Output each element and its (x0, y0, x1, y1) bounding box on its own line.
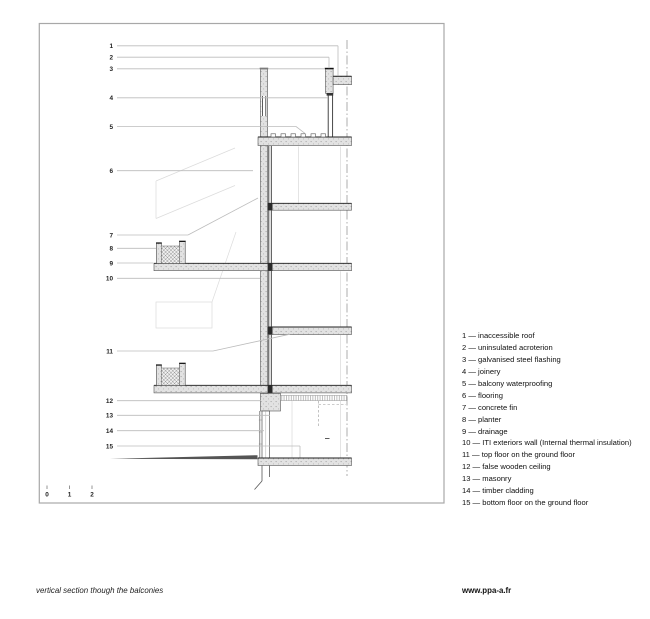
scale-tick-label: 0 (45, 491, 49, 499)
leader-number: 2 (109, 54, 113, 62)
legend-item: 7 — concrete fin (462, 402, 518, 412)
scale-tick-label: 2 (90, 491, 94, 499)
leader-number: 10 (105, 275, 113, 283)
legend-item: 8 — planter (462, 414, 502, 424)
false-ceiling-hatch (281, 396, 348, 401)
floor-slab (268, 327, 352, 335)
bottom-slab (258, 458, 352, 466)
legend-item: 13 — masonry (462, 474, 512, 484)
legend-item: 3 — galvanised steel flashing (462, 354, 561, 364)
leader-number: 9 (109, 260, 113, 268)
scale-tick-label: 1 (67, 491, 72, 499)
legend-item: 12 — false wooden ceiling (462, 462, 551, 472)
top-floor-window (327, 93, 334, 137)
terrace-slab (258, 134, 352, 146)
leader-number: 6 (109, 168, 113, 175)
leader-number: 8 (109, 245, 113, 253)
leader-number: 7 (109, 232, 113, 240)
legend-item: 15 — bottom floor on the ground floor (462, 498, 589, 508)
leader-number: 14 (105, 428, 113, 435)
leader-line-diagonal (188, 198, 258, 235)
legend-item: 6 — flooring (462, 390, 503, 400)
balcony-slab-upper (154, 263, 352, 270)
scale-bar (45, 486, 94, 499)
legend-item: 14 — timber cladding (462, 486, 534, 496)
roof-slab (333, 76, 351, 84)
legend-item: 1 — inaccessible roof (462, 331, 535, 340)
concrete-fin (260, 69, 269, 394)
facade-glazing (268, 146, 273, 393)
legend-list (462, 330, 647, 509)
leader-number: 13 (105, 412, 113, 420)
legend-item: 9 — drainage (462, 426, 508, 436)
legend-item: 10 — ITI exteriors wall (Internal thermal insulation) (462, 438, 632, 448)
leader-line-diagonal (296, 127, 306, 135)
legend-item: 2 — uninsulated acroterion (462, 342, 553, 352)
leader-number: 1 (109, 43, 113, 51)
interior-lines (292, 147, 341, 458)
footing (255, 466, 270, 490)
masonry-wall (259, 411, 270, 458)
planter-upper (156, 241, 186, 263)
leader-number: 4 (109, 95, 113, 103)
website-url: www.ppa-a.fr (462, 586, 512, 595)
planter-lower (156, 363, 186, 385)
leader-number: 11 (106, 348, 113, 356)
ground-line (110, 455, 258, 459)
detail-callout-box (156, 148, 236, 328)
balcony-slab-lower (154, 385, 352, 393)
legend-item: 5 — balcony waterproofing (462, 378, 553, 388)
ground-interior-dashed (319, 401, 347, 428)
legend-item: 11 — top floor on the ground floor (462, 450, 575, 460)
floor-slab (268, 203, 352, 210)
ground-concrete-block (261, 394, 281, 412)
leader-number: 3 (109, 66, 113, 74)
glazing-junction-block (268, 203, 273, 393)
leader-number: 12 (105, 398, 113, 405)
acroterion (326, 69, 334, 93)
drawing-caption: vertical section though the balconies (36, 586, 164, 595)
legend-item: 4 — joinery (462, 366, 501, 376)
leader-number: 5 (109, 123, 113, 131)
leader-number: 15 (105, 443, 113, 451)
leader-line-diagonal (213, 334, 290, 351)
